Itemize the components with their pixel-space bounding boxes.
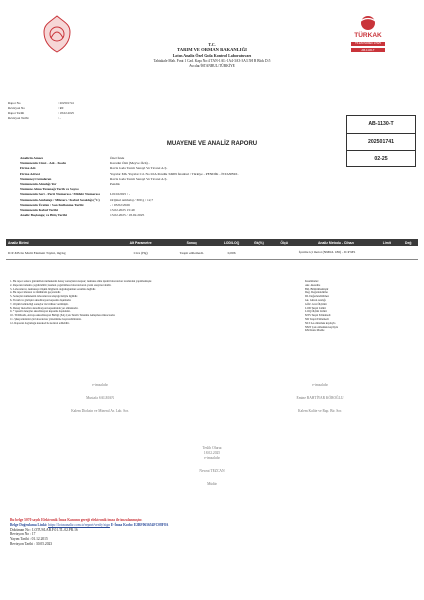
meta-value: : R0 [58,106,64,110]
turkak-standard: TS EN ISO/IEC 17025 [351,42,385,46]
abbreviation-item: LOQ Ölçüm Limiti [305,310,327,314]
doc-publish-date: Yayım Tarihi : 01.12.2015 [10,537,48,542]
field-row [20,213,238,218]
note-line: 3- Laboratuvar, numuneye ilişkin bilgilerin doğruluğundan sorumlu değildir. [10,287,96,291]
turkak-brand: TÜRKAK [354,32,382,39]
report-number-box: 202501741 [347,134,415,152]
cell-lod: 0,006 [217,246,246,260]
col-method: Analiz Metodu - Cihazı [297,239,375,246]
report-title: MUAYENE VE ANALİZ RAPORU [166,141,258,147]
signer-name: Emine BAHTİYAR KÖROĞLU [296,396,344,400]
signer-role: Kalem Kalite ve Rap. Bir. Sor. [298,409,342,413]
abbreviation-item: GÖZ. Göz Ölçümü [305,302,327,306]
note-line: 10- TÜRKAK, Avrupa Akreditasyon Birliği (EA) Çok Taraflı Tanınma Anlaşması imzacısıdır. [10,314,116,318]
field-value: 13.02.2025 15:49 [110,207,135,212]
note-line: 1- Bu rapor sadece gönderilen numunenin deney sonuçlarını kapsar; numune alma işlemi laboratuvar tarafından yapılmamıştır. [10,280,152,283]
abbreviations [305,280,338,333]
note-line: 4- Bu rapor imzasız ve mühürsüz geçersizdir. [10,291,61,295]
cell-gk [246,246,271,260]
results-table [6,239,418,260]
doc-number: Doküman No : LOTUSLAB.F.01.TL.02.PR.16 [10,527,78,532]
verify-link[interactable]: https://lotusanaliz.com.tr/report/verify/sign [48,522,110,527]
abbreviation-item: LOD Tespit Limiti [305,306,326,310]
verify-line [10,523,168,528]
field-value: Ravla Gıda Tarım Sanayi Ve Ticaret A.Ş. [110,166,168,171]
abbreviation-item: Değ. Değerlendirme [305,291,328,295]
note-line: 6- Yorum ve görüşler akreditasyon kapsamı dışındadır. [10,298,72,302]
cell-limit [375,246,398,260]
note-line: 9- * işaretli deneyler akreditasyon kapsamı dışındadır. [10,310,71,314]
note-line: 2- Raporun tamamı çoğaltılabilir; kısmen çoğaltılması laboratuvarın yazılı onayına tabidir. [10,283,112,287]
meta-label: Revizyon No [8,106,25,110]
cell-result: Tespit edilemedi. [167,246,217,260]
abbreviation-item: MTS Tespit Edilemedi [305,314,331,318]
abbreviation-item: Gk. Güven Aralığı [305,298,326,302]
cell-sub-parameter: Civa (Hg) [115,246,167,260]
field-label: Numune Alma Tutanağı Tarih ve Sayısı [20,187,79,192]
verify-label: Belge Doğrulama Linki: [10,522,48,527]
header-address-2: Avcılar/İSTANBUL/TÜRKİYE [189,64,235,68]
header-ministry: TARIM VE ORMAN BAKANLIĞI [177,47,247,52]
meta-row [8,116,74,121]
meta-label: Rapor No [8,101,21,105]
document-footer [10,518,168,547]
cell-evaluation [398,246,418,260]
turkak-logo [348,12,388,58]
col-evaluation: Değ [398,239,418,246]
col-result: Sonuç [167,239,217,246]
signature-left [40,383,160,414]
field-label: Numunenin Alındığı Yer [20,181,57,186]
field-label: Numunenin Cinsi - Adı - Kodu [20,161,66,166]
signer-name: Mustafa SALMAN [86,396,114,400]
field-label: Analizin Amacı [20,156,44,160]
col-analysis-unit: Analiz Birimi [6,239,115,246]
approval-date: 18.02.2025 [203,451,221,455]
header-address-1: Tahtakale Mah. Fırat 1 Cad. Kapı No:4 TAN-1AL-1A4-3A3-3A3 5H B Blok D:5 [153,59,271,63]
field-value: Orijinal Ambalaj / 300 g / 12,7 [110,197,154,202]
doc-revision-number: Revizyon No : 17 [10,532,36,537]
report-meta [8,101,74,121]
col-sub-parameter: Alt Parametre [115,239,167,246]
abbreviation-item: NMT Çok olmamak kaydıyla [305,325,338,329]
abbreviation-item: Bld. Bildirilmemiştir [305,287,329,291]
verify-code-label: E-İmza Kodu: [110,522,133,527]
field-label: Numunenin Ambalajı / Miktarı / Kabul Sıcaklığı (°C) [20,197,100,202]
turkak-code: AB-1130-T [351,48,385,52]
abbreviation-item: Kısaltmalar: [305,280,319,283]
field-value: 13.02.2025 / 18.02.2025 [110,213,145,218]
col-olcu: Ölçü [272,239,297,246]
abbreviation-item: KM Kuru Madde [305,329,325,333]
field-label: Numuneyi Gönderen [20,176,52,181]
e-signature-notice: Bu belge 5070 sayılı Elektronik İmza Kanunu gereği elektronik imza ile imzalanmıştır. [10,518,143,522]
report-notes [10,280,260,326]
note-line: 5- Sonuçlar numunenin laboratuvara ulaştığı haliyle ilgilidir. [10,295,78,299]
meta-label: Revizyon Tarihi [8,116,29,120]
col-lod-loq: LOD/LOQ [217,239,246,246]
header-tc: T.C. [208,42,216,47]
approval-label: Teslih Oluruı [202,446,222,450]
accreditation-code: AB-1130-T [347,116,415,134]
note-line: 11- Şikayetleriniz için laboratuvar yönetimine başvurabilirsiniz. [10,317,82,321]
abbreviation-item: ND Tespit Edilemedi [305,317,329,321]
field-label: Numunenin Üretim / Son Kullanma Tarihi [20,202,84,207]
field-value: Karadut Özü (Meyve Özü) - [110,161,150,166]
field-label: Analiz Başlangıç ve Bitiş Tarihi [20,213,67,218]
header-lab: Lotus Analiz Özel Gıda Kontrol Laboratuvarı [172,53,252,58]
field-value: Yayalar Mh. Yayalar Cd. No:10A Pendik 34909 İstanbul / Türkiye - PENDİK - İSTANBUL [110,171,239,176]
field-label: Firma Adı [20,166,36,171]
field-value: Özel İstek [110,156,125,160]
meta-value: : 18.02.2025 [58,111,75,115]
abbreviation-item: DL Değerlendirilmez [305,295,329,299]
signature-approval [150,446,274,487]
cell-olcu [272,246,297,260]
date-code: 02-25 [374,156,388,163]
signer-name: Nevzat TEZCAN [199,469,225,473]
field-label: Numunenin Kabul Tarihi [20,207,58,212]
doc-revision-date: Revizyon Tarihi : 30.05.2023 [10,541,53,546]
meta-label: Rapor Tarihi [8,111,25,115]
results-header-row [6,239,418,246]
field-value: L01022025 / - [110,192,131,197]
abbreviation-item: NLT Az olmamak kaydıyla [305,321,336,325]
cell-analysis-unit: ICP-MS ile Multi Element Tayini, mg/kg [6,246,115,260]
field-value: Ravla Gıda Tarım Sanayi Ve Ticaret A.Ş. [110,176,168,181]
note-line: 12- Raporun doğruluğu karekod ile kontrol edilebilir. [10,321,70,325]
field-label: Firma Adresi [20,171,40,176]
note-line: 8- Deney metodları akreditasyon kapsamında yer almaktadır. [10,306,79,310]
field-value: - / 03/02/2026 [110,202,130,207]
cell-method: İçerme içi metot (NMKL 186) - ICP MS [297,246,375,260]
col-gk: Gk(%) [246,239,271,246]
signature-status: e-imzalıdır [312,383,328,387]
field-value: Pendik [110,181,120,186]
signature-status: e-imzalıdır [92,383,108,387]
signer-role: Müdür [207,482,217,486]
meta-value: : 202501741 [58,101,75,105]
col-limit: Limit [375,239,398,246]
sample-fields [20,156,238,218]
field-label: Numunenin Seri - Parti Numarası / Mühür Numarası [20,192,100,197]
abbreviation-item: Akr. Akredite [305,283,321,287]
meta-value: : - [58,116,61,120]
signature-status: e-imzalıdır [204,456,220,460]
signature-right [260,383,380,414]
verify-code: E2BF065654FC08F8A [133,522,169,527]
signer-role: Kalem Dioksin ve Mineral Ar. Lab. Sor. [71,409,129,413]
note-line: 7- Ölçüm belirsizliği sonuçlar ile birlikte verilmiştir. [10,302,69,306]
table-row [6,246,418,260]
